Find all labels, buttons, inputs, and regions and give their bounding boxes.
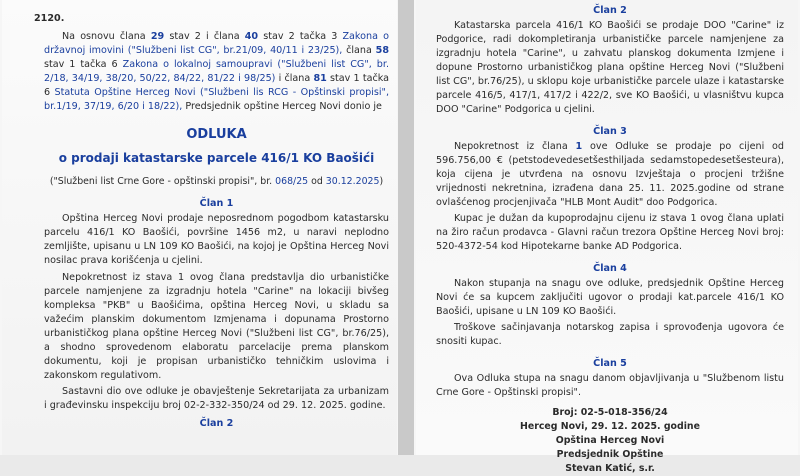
article-1-paragraph-2: Nepokretnost iz stava 1 ovog člana predstavlja dio urbanističke parcele namjenjene za izgradnju hotela "Carine" na lokaciji bivšeg kompleksa "PKB" u Baošićima, opština Herceg Novi, u skladu sa važećim planskim dokumentom Izmjenama i dopunama Prostorno urbanističkog plana opštine Herceg Novi ("Službeni list CG", br.76/25), a shodno sprovedenom elaboratu parcelacije prema planskom dokumentu, koji je propisan urbanističko tehničkim uslovima i zakonskom regulativom. — [44, 272, 389, 381]
article-2-heading-left: Član 2 — [199, 418, 234, 429]
article-1-paragraph-3: Sastavni dio ove odluke je obavještenje Sekretarijata za urbanizam i građevinsku inspekciju broj 02-2-332-350/24 od 29. 12. 2025. godine. — [44, 386, 389, 411]
article-5-paragraph-1: Ova Odluka stupa na snagu danom objavljivanja u "Službenom listu Crne Gore - Opštinski propisi". — [436, 373, 784, 398]
signature-date: Herceg Novi, 29. 12. 2025. godine — [520, 421, 700, 432]
article-3-paragraph-2: Kupac je dužan da kupoprodajnu cijenu iz stava 1 ovog člana uplati na žiro račun prodavca - Glavni račun trezora Opštine Herceg Novi broj: 520-4372-54 kod Hipotekarne banke AD Podgorica. — [436, 213, 784, 252]
article-2-paragraph-1: Katastarska parcela 416/1 KO Baošići se prodaje DOO "Carine" iz Podgorice, radi dokompletiranja urbanističke parcele namjenjene za izgradnju hotela "Carine", u zahvatu planskog dokumenta Izmjene i dopune Prostorno urbanističkog plana opštine Herceg Novi ("Službeni list CG", br.76/25), u sklopu koje urbanističke parcele ulaze i katastarske parcele 416/5, 417/1, 417/2 i 422/2, sve KO Baošići, u vlasništvu kupca DOO "Carine" Podgorica u cjelini. — [436, 20, 784, 115]
article-4-paragraph-2: Troškove sačinjavanja notarskog zapisa i sprovođenja ugovora će snositi kupac. — [436, 322, 784, 347]
signature-role: Predsjednik Opštine — [556, 449, 664, 460]
article-3-paragraph-1: Nepokretnost iz člana 1 ove Odluke se prodaje po cijeni od 596.756,00 € (petstodevedesetšesthiljada sedamstopedesetšesteura), koja cijena je utvrđena na osnovu Izvještaja o procjeni tržišne vrijednosti nekretnina, izrađena dana 25. 11. 2025.godine od strane ovlašćenog procjenjivača "HLB Mont Audit" doo Podgorica. — [436, 141, 784, 208]
article-2-heading: Član 2 — [593, 5, 627, 16]
signature-name: Stevan Katić, s.r. — [565, 463, 655, 474]
signature-number: Broj: 02-5-018-356/24 — [552, 407, 668, 418]
decision-subtitle: o prodaji katastarske parcele 416/1 KO Baošići — [58, 151, 375, 165]
law-reference-local-government: Zakona o lokalnoj samoupravi ("Službeni list CG", br. 2/18, 34/19, 38/20, 50/22, 84/22, 81/22 i 98/25) — [44, 59, 390, 84]
decision-title: ODLUKA — [186, 127, 247, 142]
signature-organization: Opština Herceg Novi — [555, 435, 665, 446]
preamble: Na osnovu člana 29 stav 2 i člana 40 stav 2 tačka 3 Zakona o državnoj imovini ("Službeni list CG", br.21/09, 40/11 i 23/25), člana 58 stav 1 tačka 6 Zakona o lokalnoj samoupravi ("Službeni list CG", br. 2/18, 34/19, 38/20, 50/22, 84/22, 81/22 i 98/25) i člana 81 stav 1 tačka 6 Statuta Opštine Herceg Novi ("Službeni lis RCG - Opštinski propisi", br.1/19, 37/19, 6/20 i 18/22), Predsjednik opštine Herceg Novi donio je — [44, 31, 390, 112]
article-5-heading: Član 5 — [593, 358, 627, 369]
publication-citation: ("Službeni list Crne Gore - opštinski propisi", br. 068/25 od 30.12.2025) — [49, 176, 384, 187]
left-page — [2, 0, 397, 455]
article-1-heading: Član 1 — [199, 198, 234, 209]
article-3-heading: Član 3 — [593, 126, 627, 137]
document-number: 2120. — [34, 13, 65, 24]
article-4-heading: Član 4 — [593, 263, 627, 274]
law-reference-state-property: Zakona o državnoj imovini ("Službeni list CG", br.21/09, 40/11 i 23/25), — [44, 31, 389, 56]
right-page — [416, 0, 798, 474]
article-1-paragraph-1: Opština Herceg Novi prodaje neposrednom pogodbom katastarsku parcelu 416/1 KO Baošići, površine 1456 m2, u naravi neplodno zemljište, upisanu u LN 109 KO Baošići, na kojoj je Opština Herceg Novi nosilac prava korišćenja u cjelini. — [44, 213, 389, 266]
statute-reference: Statuta Opštine Herceg Novi ("Službeni lis RCG - Opštinski propisi", br.1/19, 37/19, 6/20 i 18/22), — [44, 87, 389, 112]
article-4-paragraph-1: Nakon stupanja na snagu ove odluke, predsjednik Opštine Herceg Novi će sa kupcem zaključiti ugovor o prodaji kat.parcele 416/1 KO Baošići, upisane u LN 109 KO Baošići. — [436, 278, 784, 317]
